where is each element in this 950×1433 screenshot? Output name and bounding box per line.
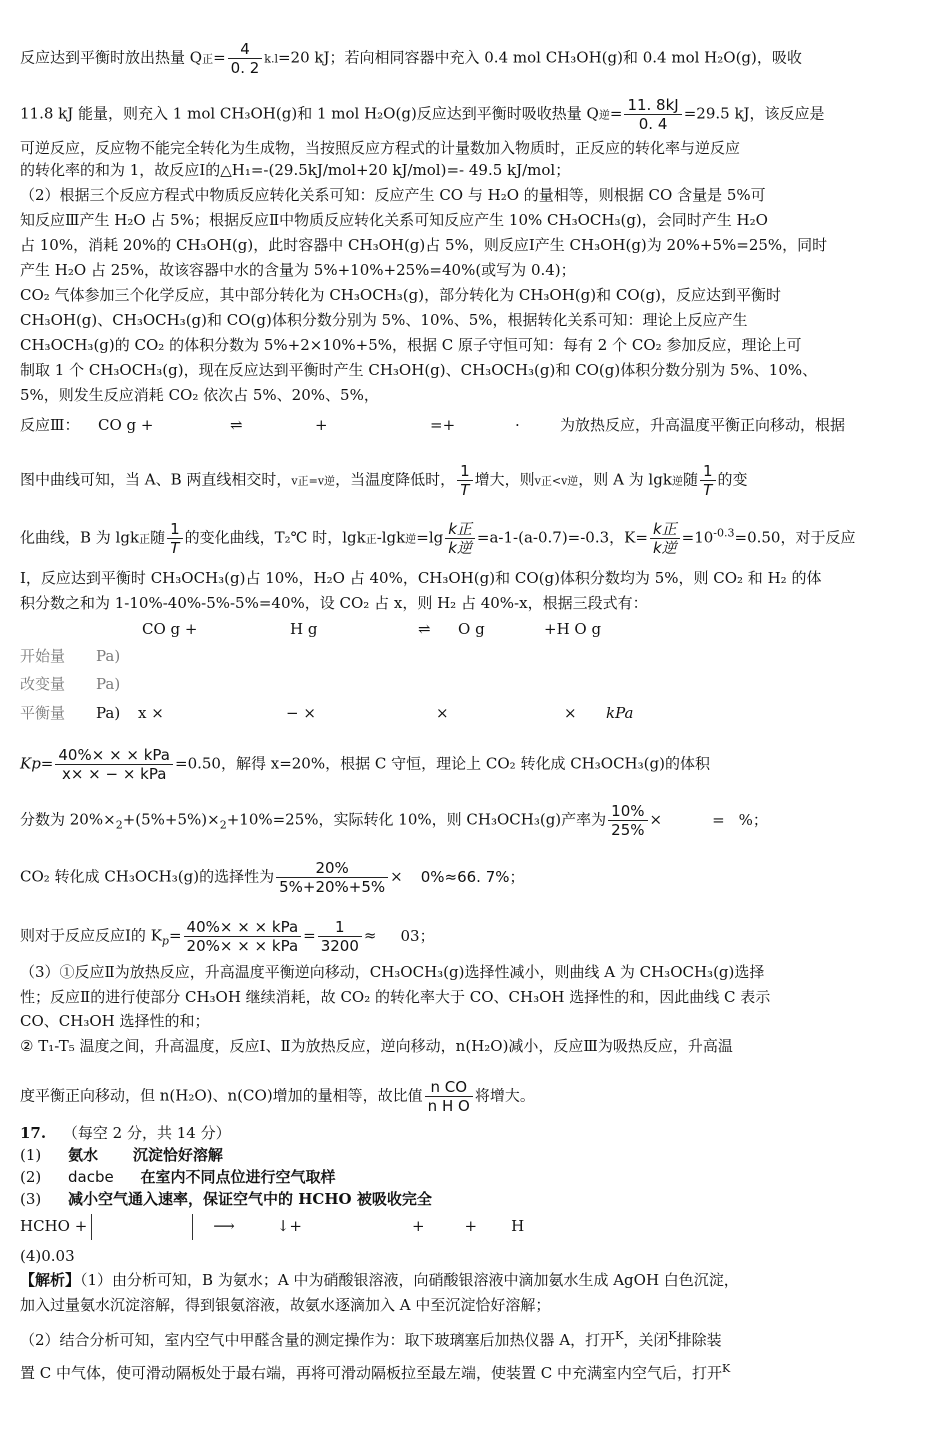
line-26: CO、CH₃OH 选择性的和； xyxy=(20,1012,210,1030)
answer-text: 减小空气通入速率，保证空气中的 HCHO 被吸收完全 xyxy=(68,1190,432,1208)
answer-4: (4)0.03 xyxy=(20,1247,75,1265)
text: +10%=25%，实际转化 10%，则 CH₃OCH₃(g)产率为 xyxy=(226,810,607,829)
line-14 xyxy=(20,414,932,436)
analysis-line-1 xyxy=(20,1269,932,1291)
row-label: 改变量 xyxy=(20,675,66,693)
text: 反应达到平衡时放出热量 Q xyxy=(20,48,203,67)
subscript: 逆 xyxy=(405,532,417,546)
text: 03； xyxy=(400,926,435,945)
kp-line xyxy=(20,746,932,783)
fraction xyxy=(700,462,716,499)
numerator: 11. 8kJ xyxy=(624,96,681,115)
text: 的变 xyxy=(717,470,748,489)
row-unit: Pa) xyxy=(96,675,121,693)
text: ≈ xyxy=(363,926,377,945)
numerator: 1 xyxy=(457,462,473,481)
equilibrium-arrow: ⇌ xyxy=(230,416,243,434)
text: × xyxy=(649,810,663,829)
answer-text: 氨水 xyxy=(68,1146,99,1164)
line-16 xyxy=(20,520,932,557)
equation-part: CO g + xyxy=(98,416,154,434)
text: 为放热反应，升高温度平衡正向移动，根据 xyxy=(560,416,846,434)
text: -lgk xyxy=(376,528,406,547)
analysis-line-3 xyxy=(20,1325,932,1351)
text: Kp= xyxy=(20,754,54,773)
equilibrium-arrow: ⇌ xyxy=(418,620,431,638)
analysis-label: 【解析】 xyxy=(20,1271,81,1289)
denominator: 25% xyxy=(611,821,645,839)
text: （2）结合分析可知，室内空气中甲醛含量的测定操作为：取下玻璃塞后加热仪器 A，打开 xyxy=(20,1331,616,1349)
text: 则对于反应反应Ⅰ的 K xyxy=(20,926,162,945)
line-5: （2）根据三个反应方程式中物质反应转化关系可知：反应产生 CO 与 H₂O 的量相等，则根据 CO 含量是 5%可 xyxy=(20,186,766,204)
numerator: k正 xyxy=(445,520,475,539)
fraction xyxy=(457,462,473,499)
answer-text: dacbe xyxy=(68,1168,114,1186)
text: 0%≈66. 7%； xyxy=(420,867,525,886)
answer-text: 沉淀恰好溶解 xyxy=(132,1146,223,1164)
text: 随 xyxy=(682,470,698,489)
equation-part: +H O g xyxy=(544,620,602,638)
text: 增大，则 xyxy=(474,470,535,489)
fraction xyxy=(608,802,647,839)
subscript: 正 xyxy=(202,52,214,66)
line-1 xyxy=(20,40,932,77)
bracket-placeholder xyxy=(91,1214,193,1240)
fraction xyxy=(228,40,263,77)
text: =29.5 kJ，该反应是 xyxy=(683,104,825,123)
row-label: 开始量 xyxy=(20,647,66,665)
subscript: 正 xyxy=(365,532,377,546)
line-12: 制取 1 个 CH₃OCH₃(g)，现在反应达到平衡时产生 CH₃OH(g)、CH₃OCH₃(g)和 CO(g)体积分数分别为 5%、10%、 xyxy=(20,361,818,379)
numerator: 40%× × × kPa xyxy=(55,746,173,765)
row-label: 平衡量 xyxy=(20,704,66,722)
analysis-line-2: 加入过量氨水沉淀溶解，得到银氨溶液，故氨水逐滴加入 A 中至沉淀恰好溶解； xyxy=(20,1296,551,1314)
fraction-digit: 2 xyxy=(219,818,227,832)
line-15 xyxy=(20,462,932,499)
row-value: × xyxy=(564,704,577,722)
text: 度平衡正向移动，但 n(H₂O)、n(CO)增加的量相等，故比值 xyxy=(20,1086,423,1105)
row-value: x × xyxy=(138,704,164,722)
line-13: 5%，则发生反应消耗 CO₂ 依次占 5%、20%、5%， xyxy=(20,386,379,404)
line-27: ② T₁-T₅ 温度之间，升高温度，反应Ⅰ、Ⅱ为放热反应，逆向移动，n(H₂O)减小，反应Ⅲ为吸热反应，升高温 xyxy=(20,1037,733,1055)
fraction xyxy=(624,96,681,133)
text: ，关闭 xyxy=(623,1331,669,1349)
numerator: 10% xyxy=(608,802,647,821)
answer-2 xyxy=(20,1166,932,1188)
line-4: 的转化率的和为 1，故反应Ⅰ的△H₁=-(29.5kJ/mol+20 kJ/mol)=- 49.5 kJ/mol； xyxy=(20,161,571,179)
subscript: 逆 xyxy=(598,108,610,122)
equation-part: · xyxy=(515,416,520,434)
fraction xyxy=(276,859,388,896)
line-3: 可逆反应，反应物不能完全转化为生成物，当按照反应方程式的计量数加入物质时，正反应的转化率与逆反应 xyxy=(20,139,741,157)
numerator: 20% xyxy=(276,859,388,878)
denominator: 0. 4 xyxy=(638,115,668,133)
equation-part: H xyxy=(511,1217,525,1235)
fraction xyxy=(167,520,183,557)
rate-equal: v正=v逆 xyxy=(291,474,336,488)
fraction xyxy=(425,1078,473,1115)
text: 置 C 中气体，使可滑动隔板处于最右端，再将可滑动隔板拉至最左端，使装置 C 中充满室内空气后，打开 xyxy=(20,1364,723,1382)
denominator: 20%× × × kPa xyxy=(186,937,299,955)
subscript: 逆 xyxy=(671,474,683,488)
text: 将增大。 xyxy=(474,1086,535,1105)
line-8: 产生 H₂O 占 25%，故该容器中水的含量为 5%+10%+25%=40%(或写为 0.4)； xyxy=(20,261,576,279)
text: 化曲线，B 为 lgk xyxy=(20,528,140,547)
answer-1 xyxy=(20,1144,932,1166)
text: = xyxy=(213,48,226,67)
row-unit: Pa) xyxy=(96,647,121,665)
analysis-line-4 xyxy=(20,1358,932,1384)
denominator: x× × − × kPa xyxy=(61,765,167,783)
line-10: CH₃OH(g)、CH₃OCH₃(g)和 CO(g)体积分数分别为 5%、10%、5%，根据转化关系可知：理论上反应产生 xyxy=(20,311,748,329)
text: 反应Ⅲ： xyxy=(20,416,80,434)
text: %； xyxy=(738,810,768,829)
fraction xyxy=(318,918,362,955)
line-21 xyxy=(20,802,932,839)
text: = xyxy=(712,810,725,829)
denominator: 5%+20%+5% xyxy=(279,878,386,896)
valve-label: K xyxy=(668,1329,677,1342)
answer-3 xyxy=(20,1188,932,1210)
numerator: 40%× × × kPa xyxy=(184,918,302,937)
text: 排除装 xyxy=(676,1331,722,1349)
text: 分数为 20%× xyxy=(20,810,116,829)
line-22 xyxy=(20,859,932,896)
text: =a-1-(a-0.7)=-0.3，K= xyxy=(476,528,648,547)
fraction xyxy=(650,520,680,557)
text: =10 xyxy=(681,528,714,547)
text: 随 xyxy=(150,528,166,547)
numerator: k正 xyxy=(650,520,680,539)
answer-number: (1) xyxy=(20,1146,42,1164)
unit: k.l xyxy=(264,52,278,66)
fraction xyxy=(445,520,475,557)
line-25: 性；反应Ⅱ的进行使部分 CH₃OH 继续消耗，故 CO₂ 的转化率大于 CO、CH₃OH 选择性的和，因此曲线 C 表示 xyxy=(20,988,771,1006)
text: 的变化曲线，T₂℃ 时，lgk xyxy=(184,528,366,547)
line-7: 占 10%，消耗 20%的 CH₃OH(g)，此时容器中 CH₃OH(g)占 5%，则反应Ⅰ产生 CH₃OH(g)为 20%+5%=25%，同时 xyxy=(20,236,828,254)
equation-part: + xyxy=(411,1217,425,1235)
text: 图中曲线可知，当 A、B 两直线相交时， xyxy=(20,470,292,489)
row-value: × xyxy=(436,704,449,722)
equation-part: HCHO + xyxy=(20,1217,88,1235)
line-9: CO₂ 气体参加三个化学反应，其中部分转化为 CH₃OCH₃(g)，部分转化为 CH₃OH(g)和 CO(g)，反应达到平衡时 xyxy=(20,286,781,304)
exponent: -0.3 xyxy=(713,526,735,540)
line-28 xyxy=(20,1078,932,1115)
subscript: 正 xyxy=(139,532,151,546)
numerator: 1 xyxy=(700,462,716,481)
equation-part: =+ xyxy=(430,416,456,434)
text: =0.50，对于反应 xyxy=(734,528,856,547)
subscript: p xyxy=(161,934,169,948)
line-2 xyxy=(20,96,932,133)
line-6: 知反应Ⅲ产生 H₂O 占 5%；根据反应Ⅱ中物质反应转化关系可知反应产生 10% CH₃OCH₃(g)，会同时产生 H₂O xyxy=(20,211,768,229)
numerator: 1 xyxy=(318,918,362,937)
answer-number: (2) xyxy=(20,1168,42,1186)
text: =lg xyxy=(416,528,444,547)
equation-part: O g xyxy=(458,620,485,638)
text: ，则 A 为 lgk xyxy=(578,470,672,489)
reaction-line xyxy=(20,1214,932,1240)
text: =20 kJ；若向相同容器中充入 0.4 mol CH₃OH(g)和 0.4 mol H₂O(g)，吸收 xyxy=(277,48,802,67)
equation-part: + xyxy=(315,416,328,434)
text: 11.8 kJ 能量，则充入 1 mol CH₃OH(g)和 1 mol H₂O(g)反应达到平衡时吸收热量 Q xyxy=(20,104,599,123)
text: CO₂ 转化成 CH₃OCH₃(g)的选择性为 xyxy=(20,867,275,886)
denominator: 3200 xyxy=(320,937,359,955)
valve-label: K xyxy=(615,1329,624,1342)
text: = xyxy=(303,926,316,945)
question-number: 17. xyxy=(20,1124,47,1142)
line-18: 积分数之和为 1-10%-40%-5%-5%=40%，设 CO₂ 占 x，则 H₂ 占 40%-x，根据三段式有： xyxy=(20,594,648,612)
line-24: （3）①反应Ⅱ为放热反应，升高温度平衡逆向移动，CH₃OCH₃(g)选择性减小，则曲线 A 为 CH₃OCH₃(g)选择 xyxy=(20,963,765,981)
denominator: T xyxy=(460,481,470,499)
reaction-arrow: ⟶ xyxy=(213,1217,235,1235)
fraction xyxy=(55,746,173,783)
answer-number: (3) xyxy=(20,1190,42,1208)
row-unit: kPa xyxy=(606,704,634,722)
numerator: n CO xyxy=(425,1078,473,1097)
line-11: CH₃OCH₃(g)的 CO₂ 的体积分数为 5%+2×10%+5%，根据 C 原子守恒可知：每有 2 个 CO₂ 参加反应，理论上可 xyxy=(20,336,802,354)
equation-part: CO g + xyxy=(142,620,198,638)
fraction-digit: 2 xyxy=(115,818,123,832)
row-unit: Pa) xyxy=(96,704,121,722)
text: =0.50，解得 x=20%，根据 C 守恒，理论上 CO₂ 转化成 CH₃OCH₃(g)的体积 xyxy=(175,754,710,773)
denominator: T xyxy=(170,539,180,557)
row-value: − × xyxy=(286,704,316,722)
denominator: k逆 xyxy=(652,539,677,557)
rate-compare: v正<v逆 xyxy=(534,474,579,488)
equation-part: ↓+ xyxy=(276,1217,302,1235)
score-note: （每空 2 分，共 14 分） xyxy=(62,1124,231,1142)
text: = xyxy=(609,104,623,123)
text: （1）由分析可知，B 为氨水；A 中为硝酸银溶液，向硝酸银溶液中滴加氨水生成 AgOH 白色沉淀， xyxy=(80,1271,739,1289)
line-23 xyxy=(20,918,932,955)
text: = xyxy=(168,926,182,945)
text: +(5%+5%)× xyxy=(122,810,220,829)
text: × xyxy=(390,867,403,886)
denominator: n H O xyxy=(427,1097,470,1115)
denominator: 0. 2 xyxy=(230,59,260,77)
numerator: 4 xyxy=(228,40,263,59)
valve-label: K xyxy=(722,1362,731,1375)
text: ，当温度降低时， xyxy=(335,470,456,489)
answer-text: 在室内不同点位进行空气取样 xyxy=(140,1168,336,1186)
denominator: T xyxy=(703,481,713,499)
equation-part: + xyxy=(464,1217,478,1235)
numerator: 1 xyxy=(167,520,183,539)
equation-part: H g xyxy=(290,620,318,638)
question-17-header xyxy=(20,1122,932,1144)
denominator: k逆 xyxy=(448,539,472,557)
line-17: Ⅰ，反应达到平衡时 CH₃OCH₃(g)占 10%，H₂O 占 40%，CH₃OH(g)和 CO(g)体积分数均为 5%，则 CO₂ 和 H₂ 的体 xyxy=(20,569,822,587)
fraction xyxy=(184,918,302,955)
